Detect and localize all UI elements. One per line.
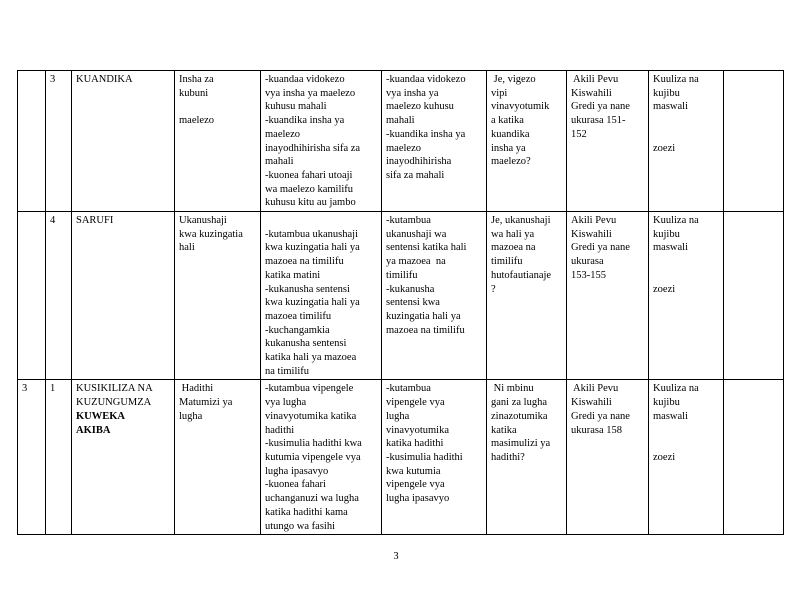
week-cell — [18, 71, 46, 212]
learning-experiences-line: kuzingatia hali ya — [386, 310, 461, 322]
strand-line: SARUFI — [76, 215, 114, 227]
assessment-line: kujibu — [653, 228, 680, 240]
learning-experiences-line: mazoea na timilifu — [386, 324, 465, 336]
assessment-cell — [649, 380, 724, 535]
lesson-value: 4 — [50, 215, 56, 227]
assessment-line — [653, 437, 719, 451]
learning-outcomes-line: inayodhihirisha sifa za — [265, 142, 361, 154]
sub-strand-line: Insha za — [179, 74, 214, 85]
strand-cell — [72, 71, 175, 212]
sub-strand-line: kwa kuzingatia — [179, 228, 243, 240]
key-inquiry-question-line: vinavyotumik — [491, 101, 550, 113]
learning-experiences-line: -kukanusha — [386, 283, 435, 295]
learning-resources-line: Gredi ya nane — [571, 410, 630, 422]
sub-strand-line: maelezo — [179, 115, 214, 127]
assessment-line: zoezi — [653, 451, 676, 463]
remarks-cell — [724, 380, 784, 535]
strand-line: KUZUNGUMZA — [76, 397, 152, 409]
key-inquiry-question-line: vipi — [491, 87, 508, 99]
remarks-value — [728, 215, 731, 226]
learning-resources-cell — [567, 380, 649, 535]
sub-strand-line — [179, 100, 256, 114]
learning-experiences-line: maelezo kuhusu — [386, 101, 454, 113]
learning-outcomes-line: -kuandika insha ya — [265, 115, 345, 127]
learning-experiences-line: maelezo — [386, 142, 421, 154]
key-inquiry-question-line: ? — [491, 283, 496, 295]
assessment-line — [653, 255, 719, 269]
learning-experiences-cell — [382, 380, 487, 535]
remarks-value — [728, 383, 731, 394]
learning-experiences-line: vya insha ya — [386, 87, 439, 99]
strand-cell — [72, 212, 175, 380]
strand-bold-line: KUWEKA — [76, 410, 126, 422]
key-inquiry-question-line: wa hali ya — [491, 228, 535, 240]
learning-outcomes-line: utungo wa fasihi — [265, 520, 335, 532]
learning-outcomes-line: kwa kuzingatia hali ya — [265, 242, 360, 254]
key-inquiry-question-line: Je, vigezo — [491, 74, 536, 85]
learning-resources-line: Akili Pevu — [571, 215, 617, 227]
learning-resources-line: Kiswahili — [571, 228, 612, 240]
lesson-value: 3 — [50, 74, 56, 85]
assessment-line — [653, 114, 719, 128]
learning-experiences-line: -kusimulia hadithi — [386, 451, 463, 463]
learning-resources-line: Gredi ya nane — [571, 101, 630, 113]
key-inquiry-question-line: insha ya — [491, 142, 526, 154]
key-inquiry-question-line: timilifu — [491, 256, 523, 268]
remarks-value — [728, 74, 731, 85]
key-inquiry-question-line: masimulizi ya — [491, 438, 551, 450]
assessment-line: maswali — [653, 410, 688, 422]
key-inquiry-question-cell — [487, 212, 567, 380]
strand-bold-line: AKIBA — [76, 424, 111, 436]
lesson-value: 1 — [50, 383, 56, 395]
learning-outcomes-line: kuhusu mahali — [265, 101, 327, 113]
assessment-line: zoezi — [653, 142, 676, 154]
learning-resources-cell — [567, 212, 649, 380]
learning-outcomes-line: -kusimulia hadithi kwa — [265, 438, 362, 450]
key-inquiry-question-line: zinazotumika — [491, 410, 548, 422]
key-inquiry-question-line: katika — [491, 424, 517, 436]
learning-outcomes-line: kwa kuzingatia hali ya — [265, 297, 360, 309]
learning-experiences-line: mahali — [386, 115, 415, 127]
strand-line: KUSIKILIZA NA — [76, 383, 153, 395]
learning-outcomes-line: mahali — [265, 156, 294, 168]
table-body — [18, 71, 784, 535]
sub-strand-line: Ukanushaji — [179, 215, 227, 227]
remarks-cell — [724, 212, 784, 380]
learning-outcomes-line: uchanganuzi wa lugha — [265, 493, 359, 505]
key-inquiry-question-line: Ni mbinu — [491, 383, 534, 395]
learning-outcomes-line: -kuonea fahari — [265, 479, 326, 491]
lesson-cell — [46, 380, 72, 535]
strand-cell — [72, 380, 175, 535]
week-value — [22, 74, 25, 85]
lesson-cell — [46, 212, 72, 380]
remarks-cell — [724, 71, 784, 212]
key-inquiry-question-line: gani za lugha — [491, 397, 547, 409]
assessment-line: kujibu — [653, 87, 680, 99]
assessment-cell — [649, 71, 724, 212]
learning-resources-line: ukurasa 158 — [571, 424, 623, 436]
learning-experiences-line: sentensi kwa — [386, 297, 440, 309]
learning-experiences-line: vipengele vya — [386, 479, 445, 491]
learning-experiences-line: -kuandika insha ya — [386, 128, 466, 140]
learning-resources-line: ukurasa — [571, 256, 604, 268]
learning-resources-line: Kiswahili — [571, 397, 612, 409]
key-inquiry-question-cell — [487, 71, 567, 212]
sub-strand-cell — [175, 380, 261, 535]
learning-outcomes-line: -kuonea fahari utoaji — [265, 169, 353, 181]
learning-experiences-line: vipengele vya — [386, 397, 445, 409]
learning-outcomes-line: hadithi — [265, 424, 295, 436]
learning-experiences-line: katika hadithi — [386, 438, 444, 450]
key-inquiry-question-line: hutofautianaje — [491, 269, 552, 281]
key-inquiry-question-line: mazoea na — [491, 242, 536, 254]
table-row — [18, 212, 784, 380]
sub-strand-line: hali — [179, 242, 195, 254]
week-cell — [18, 380, 46, 535]
learning-resources-line: Akili Pevu — [571, 383, 619, 395]
learning-resources-cell — [567, 71, 649, 212]
sub-strand-line: Hadithi — [179, 383, 214, 395]
assessment-cell — [649, 212, 724, 380]
key-inquiry-question-line: a katika — [491, 115, 524, 127]
assessment-line — [653, 128, 719, 142]
learning-outcomes-line: vinavyotumika katika — [265, 410, 357, 422]
learning-outcomes-line: -kuchangamkia — [265, 324, 330, 336]
learning-outcomes-line: vya lugha — [265, 397, 307, 409]
assessment-line: maswali — [653, 101, 688, 113]
learning-experiences-line: ukanushaji wa — [386, 228, 447, 240]
key-inquiry-question-line: maelezo? — [491, 156, 531, 168]
learning-outcomes-line: na timilifu — [265, 365, 310, 377]
key-inquiry-question-line: Je, ukanushaji — [491, 215, 551, 227]
learning-outcomes-cell — [261, 212, 382, 380]
strand-line: KUANDIKA — [76, 74, 133, 85]
assessment-line: Kuuliza na — [653, 383, 699, 395]
learning-outcomes-line: maelezo — [265, 128, 300, 140]
learning-outcomes-line: mazoea na timilifu — [265, 256, 344, 268]
lesson-cell — [46, 71, 72, 212]
week-value: 3 — [22, 383, 28, 395]
learning-experiences-line: -kutambua — [386, 215, 431, 227]
key-inquiry-question-line: kuandika — [491, 128, 530, 140]
table-row — [18, 71, 784, 212]
learning-outcomes-line: lugha ipasavyo — [265, 465, 329, 477]
learning-outcomes-line: kutumia vipengele vya — [265, 451, 361, 463]
assessment-line: maswali — [653, 242, 688, 254]
learning-outcomes-line — [265, 214, 377, 228]
learning-outcomes-line: kuhusu kitu au jambo — [265, 197, 356, 209]
learning-outcomes-line: mazoea timilifu — [265, 310, 332, 322]
learning-experiences-line: lugha — [386, 410, 410, 422]
learning-experiences-line: inayodhihirisha — [386, 156, 452, 168]
learning-outcomes-line: katika hali ya mazoea — [265, 352, 357, 364]
learning-outcomes-line: katika matini — [265, 269, 321, 281]
learning-experiences-line: timilifu — [386, 269, 418, 281]
sub-strand-line: kubuni — [179, 87, 209, 99]
sub-strand-cell — [175, 212, 261, 380]
learning-outcomes-line: -kuandaa vidokezo — [265, 74, 345, 85]
assessment-line — [653, 269, 719, 283]
learning-outcomes-line: katika hadithi kama — [265, 506, 348, 518]
learning-outcomes-line: wa maelezo kamilifu — [265, 183, 354, 195]
learning-outcomes-line: vya insha ya maelezo — [265, 87, 356, 99]
learning-experiences-line: kwa kutumia — [386, 465, 441, 477]
assessment-line: zoezi — [653, 283, 676, 295]
learning-outcomes-line: -kukanusha sentensi — [265, 283, 350, 295]
sub-strand-cell — [175, 71, 261, 212]
assessment-line: Kuuliza na — [653, 215, 699, 227]
learning-experiences-cell — [382, 71, 487, 212]
learning-experiences-line: vinavyotumika — [386, 424, 449, 436]
table-row — [18, 380, 784, 535]
learning-experiences-line: sifa za mahali — [386, 169, 445, 181]
scheme-of-work-table — [17, 70, 784, 535]
learning-outcomes-line: -kutambua vipengele — [265, 383, 354, 395]
learning-resources-line: Gredi ya nane — [571, 242, 630, 254]
learning-outcomes-line: -kutambua ukanushaji — [265, 228, 359, 240]
sub-strand-line: lugha — [179, 410, 203, 422]
assessment-line: kujibu — [653, 397, 680, 409]
learning-experiences-line: sentensi katika hali — [386, 242, 467, 254]
assessment-line — [653, 424, 719, 438]
learning-experiences-line: lugha ipasavyo — [386, 493, 450, 505]
learning-resources-line: 152 — [571, 128, 587, 140]
learning-resources-line: Kiswahili — [571, 87, 612, 99]
assessment-line: Kuuliza na — [653, 74, 699, 85]
sub-strand-line: Matumizi ya — [179, 397, 233, 409]
week-value — [22, 215, 25, 226]
key-inquiry-question-cell — [487, 380, 567, 535]
learning-experiences-line: ya mazoea na — [386, 256, 446, 268]
key-inquiry-question-line: hadithi? — [491, 451, 525, 463]
learning-outcomes-line: kukanusha sentensi — [265, 338, 347, 350]
learning-outcomes-cell — [261, 71, 382, 212]
week-cell — [18, 212, 46, 380]
learning-resources-line: ukurasa 151- — [571, 115, 626, 127]
learning-resources-line: Akili Pevu — [571, 74, 619, 85]
learning-experiences-line: -kutambua — [386, 383, 431, 395]
learning-outcomes-cell — [261, 380, 382, 535]
learning-resources-line: 153-155 — [571, 269, 606, 281]
learning-experiences-cell — [382, 212, 487, 380]
learning-experiences-line: -kuandaa vidokezo — [386, 74, 466, 85]
page-number: 3 — [393, 551, 399, 562]
